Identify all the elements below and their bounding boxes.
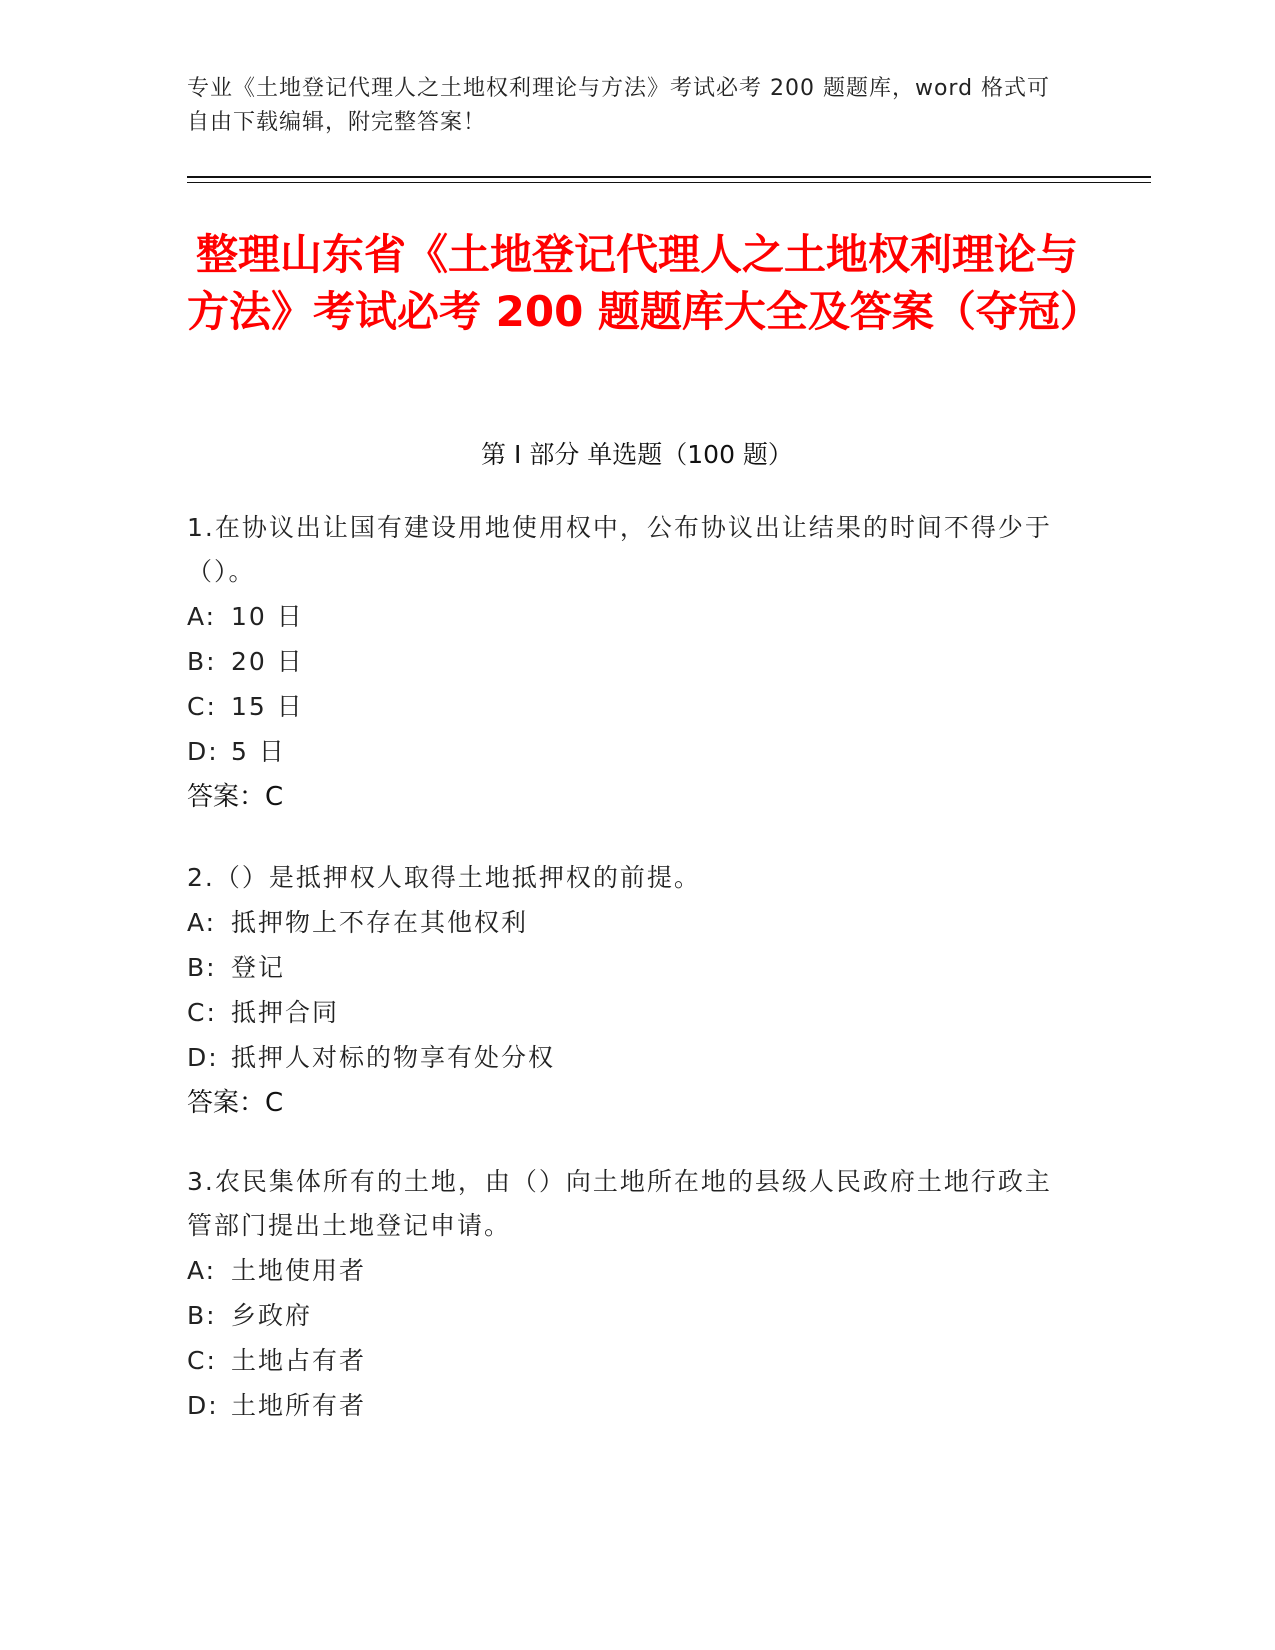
option-text: 抵押物上不存在其他权利 [231, 908, 529, 937]
option-a [187, 594, 1067, 639]
option-text: 土地使用者 [231, 1256, 367, 1285]
option-key: B: [187, 647, 217, 676]
option-key: A: [187, 908, 217, 937]
option-text: 土地所有者 [231, 1391, 367, 1420]
option-c [187, 684, 1067, 729]
option-b [187, 1293, 1067, 1338]
option-a [187, 900, 1067, 945]
option-text: 抵押合同 [231, 998, 340, 1027]
option-text: 15 日 [231, 692, 304, 721]
section-heading: 第 I 部分 单选题（100 题） [481, 440, 793, 469]
option-text: 5 日 [231, 737, 286, 766]
option-a [187, 1248, 1067, 1293]
question-2 [187, 856, 1067, 1126]
option-d [187, 1035, 1067, 1080]
answer-line: 答案：C [187, 1088, 284, 1118]
question-1 [187, 506, 1067, 820]
option-key: D: [187, 737, 219, 766]
option-text: 20 日 [231, 647, 304, 676]
option-key: B: [187, 953, 217, 982]
option-key: D: [187, 1043, 219, 1072]
header-note: 专业《土地登记代理人之土地权利理论与方法》考试必考 200 题题库，word 格式可自由下载编辑，附完整答案！ [187, 76, 1051, 135]
option-key: A: [187, 602, 217, 631]
option-c [187, 1338, 1067, 1383]
option-key: C: [187, 692, 217, 721]
option-c [187, 990, 1067, 1035]
question-stem: 1.在协议出让国有建设用地使用权中，公布协议出让结果的时间不得少于（）。 [187, 513, 1052, 586]
document-title: 整理山东省《土地登记代理人之土地权利理论与方法》考试必考 200 题题库大全及答案（夺冠） [187, 230, 1102, 336]
question-stem: 2.（）是抵押权人取得土地抵押权的前提。 [187, 863, 701, 892]
header-divider-thick [187, 176, 1151, 178]
option-text: 10 日 [231, 602, 304, 631]
option-text: 抵押人对标的物享有处分权 [231, 1043, 556, 1072]
option-b [187, 639, 1067, 684]
option-key: A: [187, 1256, 217, 1285]
option-text: 登记 [231, 953, 286, 982]
header-divider-thin [187, 182, 1151, 183]
option-key: D: [187, 1391, 219, 1420]
option-text: 土地占有者 [231, 1346, 367, 1375]
option-key: C: [187, 1346, 217, 1375]
question-3 [187, 1160, 1067, 1428]
option-key: B: [187, 1301, 217, 1330]
question-stem: 3.农民集体所有的土地，由（）向土地所在地的县级人民政府土地行政主管部门提出土地登记申请。 [187, 1167, 1052, 1240]
option-d [187, 1383, 1067, 1428]
option-text: 乡政府 [231, 1301, 313, 1330]
option-d [187, 729, 1067, 774]
option-b [187, 945, 1067, 990]
option-key: C: [187, 998, 217, 1027]
answer-line: 答案：C [187, 782, 284, 812]
